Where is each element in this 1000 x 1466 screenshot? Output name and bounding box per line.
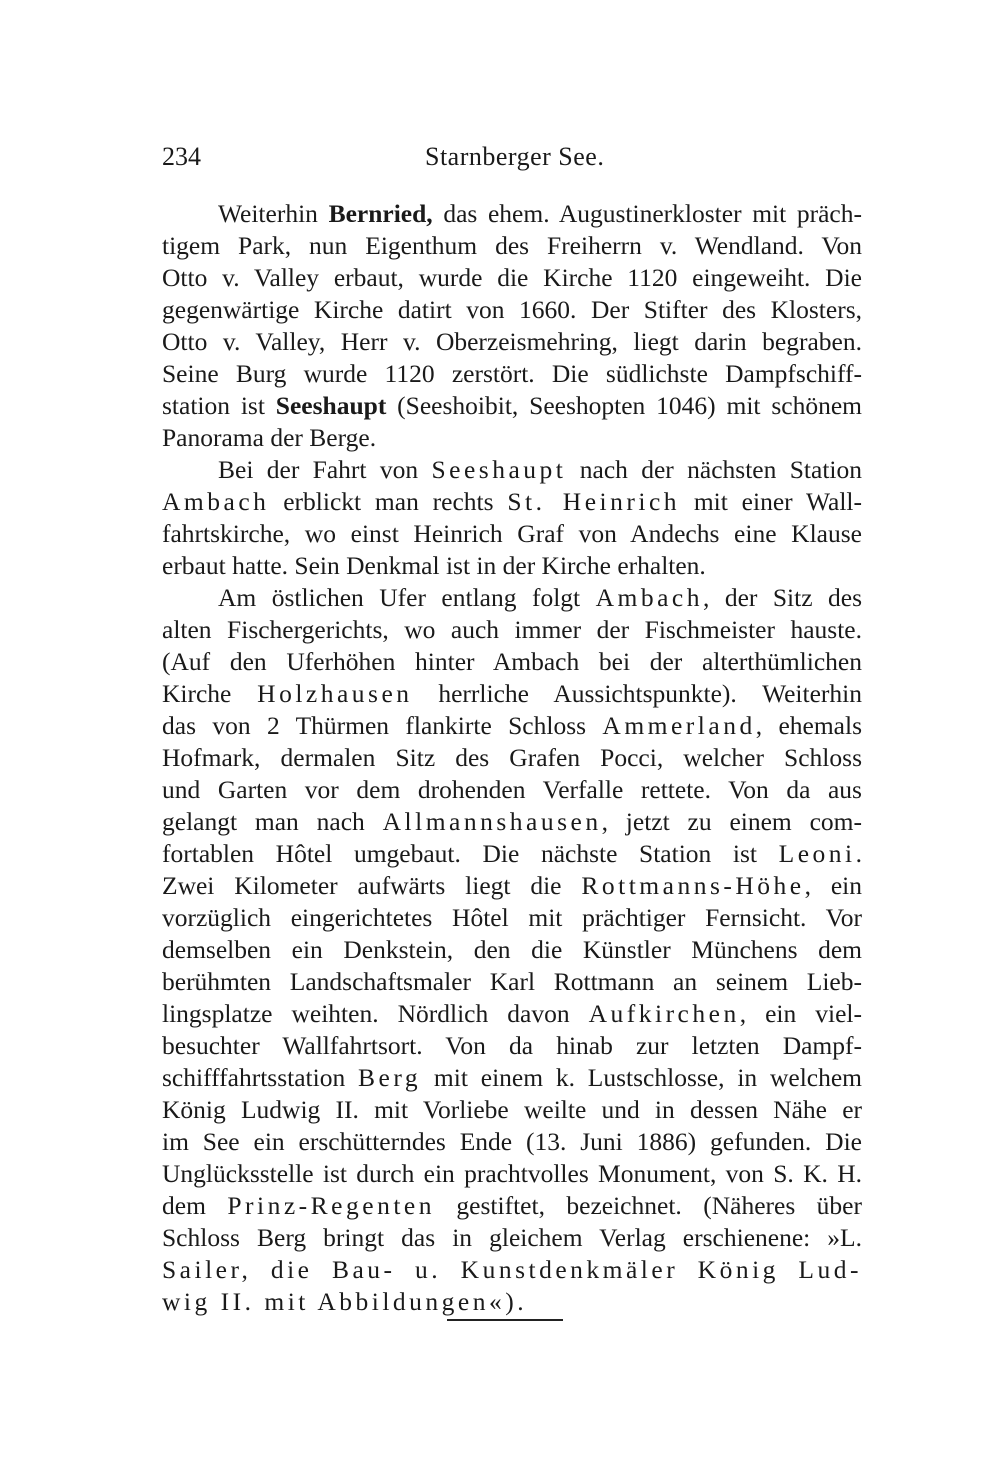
text-line: Bei der Fahrt von Seeshaupt nach der nächsten Station [218, 455, 862, 484]
text-line: gegenwärtige Kirche datirt von 1660. Der Stifter des Klosters, [162, 295, 862, 324]
text-line: Unglücksstelle ist durch ein prachtvolles Monument, von S. K. H. [162, 1159, 862, 1188]
running-title: Starnberger See. [425, 142, 605, 171]
text-line: berühmten Landschaftsmaler Karl Rottmann an seinem Lieb- [162, 967, 862, 996]
page-header [162, 142, 862, 176]
text-line: Kirche Holzhausen herrliche Aussichtspunkte). Weiterhin [162, 679, 862, 708]
text-line: Schloss Berg bringt das in gleichem Verlag erschienene: »L. [162, 1223, 862, 1252]
text-line: Weiterhin Bernried, das ehem. Augustinerkloster mit präch- [218, 199, 862, 228]
text-line: tigem Park, nun Eigenthum des Freiherrn v. Wendland. Von [162, 231, 862, 260]
text-line: das von 2 Thürmen flankirte Schloss Ammerland, ehemals [162, 711, 862, 740]
text-line: Otto v. Valley, Herr v. Oberzeismehring, liegt darin begraben. [162, 327, 862, 356]
text-line: lingsplatze weihten. Nördlich davon Aufkirchen, ein viel- [162, 999, 862, 1028]
text-line: alten Fischergerichts, wo auch immer der Fischmeister hauste. [162, 615, 862, 644]
text-line: Otto v. Valley erbaut, wurde die Kirche 1120 eingeweiht. Die [162, 263, 862, 292]
text-line: Am östlichen Ufer entlang folgt Ambach, der Sitz des [218, 583, 862, 612]
text-line: im See ein erschütterndes Ende (13. Juni 1886) gefunden. Die [162, 1127, 862, 1156]
page-number: 234 [162, 142, 201, 171]
text-line: demselben ein Denkstein, den die Künstler Münchens dem [162, 935, 862, 964]
text-line: Zwei Kilometer aufwärts liegt die Rottmanns-Höhe, ein [162, 871, 863, 900]
text-line: station ist Seeshaupt (Seeshoibit, Seeshopten 1046) mit schönem [162, 391, 862, 420]
text-line: Panorama der Berge. [162, 423, 377, 452]
text-line: und Garten vor dem drohenden Verfalle rettete. Von da aus [162, 775, 862, 804]
text-line: besuchter Wallfahrtsort. Von da hinab zur letzten Dampf- [162, 1031, 862, 1060]
text-line: fortablen Hôtel umgebaut. Die nächste Station ist Leoni. [162, 839, 862, 868]
text-line: Seine Burg wurde 1120 zerstört. Die südlichste Dampfschiff- [162, 359, 862, 388]
text-line: (Auf den Uferhöhen hinter Ambach bei der alterthümlichen [162, 647, 862, 676]
section-end-rule [447, 1319, 563, 1321]
text-line: vorzüglich eingerichtetes Hôtel mit prächtiger Fernsicht. Vor [162, 903, 862, 932]
text-line: dem Prinz-Regenten gestiftet, bezeichnet. (Näheres über [162, 1191, 862, 1220]
text-line: erbaut hatte. Sein Denkmal ist in der Kirche erhalten. [162, 551, 706, 580]
text-line: gelangt man nach Allmannshausen, jetzt zu einem com- [162, 807, 862, 836]
text-line: Sailer, die Bau- u. Kunstdenkmäler König Lud- [162, 1255, 862, 1284]
text-line: wig II. mit Abbildungen«). [162, 1287, 528, 1316]
text-line: fahrtskirche, wo einst Heinrich Graf von Andechs eine Klause [162, 519, 862, 548]
text-line: schifffahrtsstation Berg mit einem k. Lustschlosse, in welchem [162, 1063, 862, 1092]
text-line: Ambach erblickt man rechts St. Heinrich mit einer Wall- [162, 487, 863, 516]
text-line: König Ludwig II. mit Vorliebe weilte und in dessen Nähe er [162, 1095, 862, 1124]
text-line: Hofmark, dermalen Sitz des Grafen Pocci, welcher Schloss [162, 743, 862, 772]
